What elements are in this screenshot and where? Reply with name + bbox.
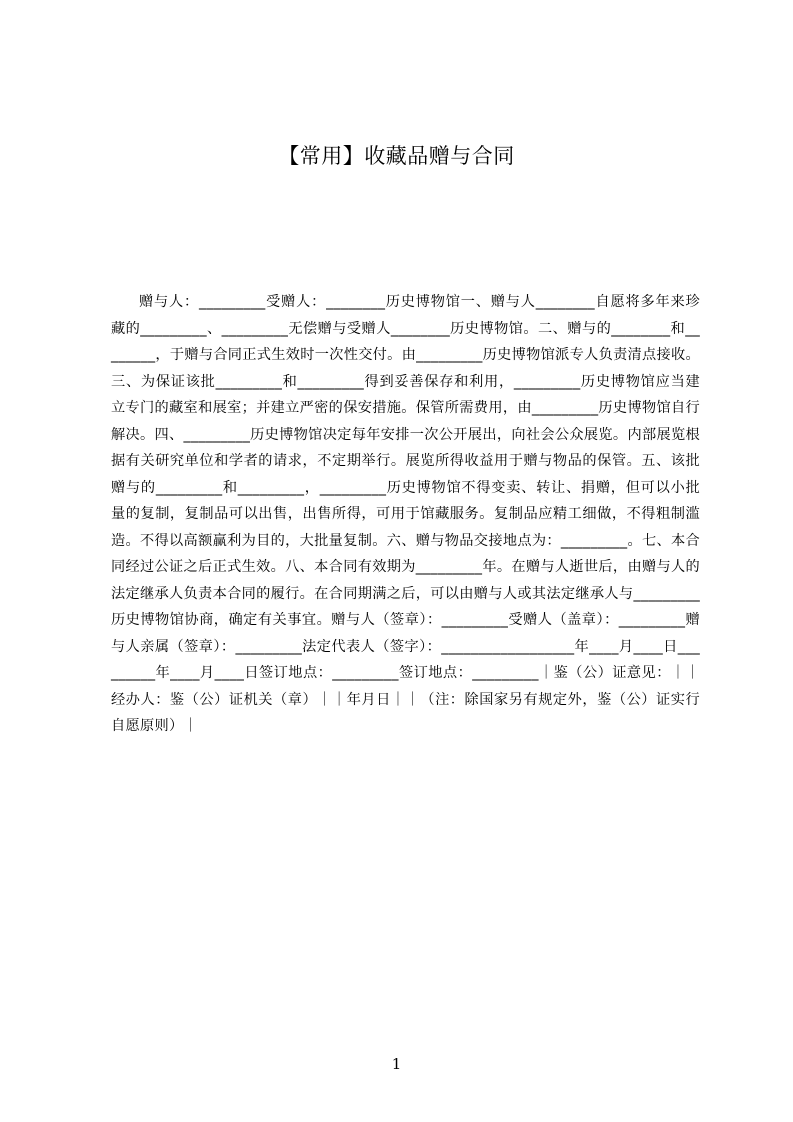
contract-body-text: 赠与人：_________受赠人：________历史博物馆一、赠与人________自愿将多年来珍藏的_________、_________无偿赠与受赠人________历史博物馆。二、赠与的________和________，于赠与合同正式生效时一次性交付。由_________历史博物馆派专人负责清点接收。三、为保证该批_________和_________得到妥善保存和利用，_________历史博物馆应当建立专门的藏室和展室；并建立严密的保安措施。保管所需费用，由_________历史博物馆自行解决。四、_________历史博物馆决定每年安排一次公开展出，向社会公众展览。内部展览根据有关研究单位和学者的请求，不定期举行。展览所得收益用于赠与物品的保管。五、该批赠与的_________和_________，_________历史博物馆不得变卖、转让、捐赠，但可以小批量的复制，复制品可以出售，出售所得，可用于馆藏服务。复制品应精工细做，不得粗制滥造。不得以高额赢利为目的，大批量复制。六、赠与物品交接地点为：_________。七、本合同经过公证之后正式生效。八、本合同有效期为_________年。在赠与人逝世后，由赠与人的法定继承人负责本合同的履行。在合同期满之后，可以由赠与人或其法定继承人与_________历史博物馆协商，确定有关事宜。赠与人（签章）：_________受赠人（盖章）：_________赠与人亲属（签章）：_________法定代表人（签字）：__________________年____月____日_________年____月____日签订地点：_________签订地点：_________｜鉴（公）证意见：｜｜经办人：鉴（公）证机关（章）｜｜年月日｜｜（注：除国家另有规定外，鉴（公）证实行自愿原则）｜ bbox=[111, 294, 700, 734]
page-number: 1 bbox=[391, 1055, 402, 1073]
document-title: 【常用】收藏品赠与合同 bbox=[278, 144, 515, 168]
